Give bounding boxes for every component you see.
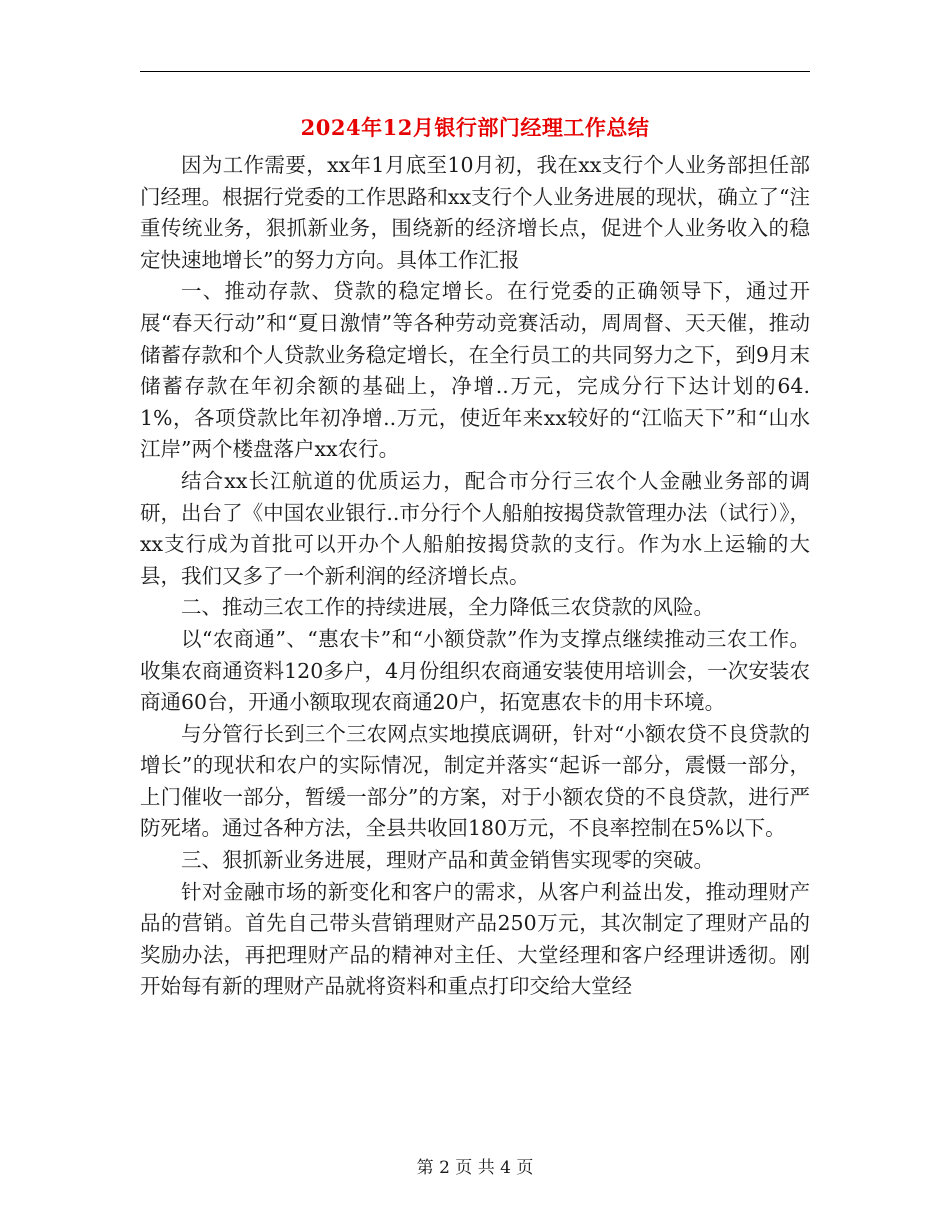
page-footer: 第 2 页 共 4 页 (416, 1158, 534, 1178)
document-body (140, 150, 810, 1003)
paragraph-section-3: 三、狠抓新业务进展，理财产品和黄金销售实现零的突破。 (181, 848, 714, 873)
paragraph-intro: 因为工作需要，xx年1月底至10月初，我在xx支行个人业务部担任部门经理。根据行党委的工作思路和xx支行个人业务进展的现状，确立了“注重传统业务，狠抓新业务，围绕新的经济增长点，促进个人业务收入的稳定快速地增长”的努力方向。具体工作汇报 (140, 153, 810, 272)
document-title: 2024年12月银行部门经理工作总结 (300, 115, 650, 140)
paragraph-ship-loan: 结合xx长江航道的优质运力，配合市分行三农个人金融业务部的调研，出台了《中国农业银行..市分行个人船舶按揭贷款管理办法（试行）》，xx支行成为首批可以开办个人船舶按揭贷款的支行。作为水上运输的大县，我们又多了一个新利润的经济增长点。 (140, 468, 810, 588)
paragraph-rural-tools: 以“农商通”、“惠农卡”和“小额贷款”作为支撑点继续推动三农工作。收集农商通资料120多户，4月份组织农商通安装使用培训会，一次安装农商通60台，开通小额取现农商通20户，拓宽惠农卡的用卡环境。 (140, 626, 810, 715)
paragraph-bad-loans: 与分管行长到三个三农网点实地摸底调研，针对“小额农贷不良贷款的增长”的现状和农户的实际情况，制定并落实“起诉一部分，震慑一部分，上门催收一部分，暂缓一部分”的方案，对于小额农贷的不良贷款，进行严防死堵。通过各种方法，全县共收回180万元，不良率控制在5%以下。 (140, 721, 810, 841)
paragraph-section-2: 二、推动三农工作的持续进展，全力降低三农贷款的风险。 (181, 595, 714, 620)
paragraph-section-1: 一、推动存款、贷款的稳定增长。在行党委的正确领导下，通过开展“春天行动”和“夏日激情”等各种劳动竞赛活动，周周督、天天催，推动储蓄存款和个人贷款业务稳定增长，在全行员工的共同努力之下，到9月末储蓄存款在年初余额的基础上，净增..万元，完成分行下达计划的64.1%，各项贷款比年初净增..万元，使近年来xx较好的“江临天下”和“山水江岸”两个楼盘落户xx农行。 (140, 279, 810, 462)
header-rule (140, 71, 810, 72)
paragraph-wealth-products: 针对金融市场的新变化和客户的需求，从客户利益出发，推动理财产品的营销。首先自己带头营销理财产品250万元，其次制定了理财产品的奖励办法，再把理财产品的精神对主任、大堂经理和客户经理讲透彻。刚开始每有新的理财产品就将资料和重点打印交给大堂经 (140, 879, 810, 999)
